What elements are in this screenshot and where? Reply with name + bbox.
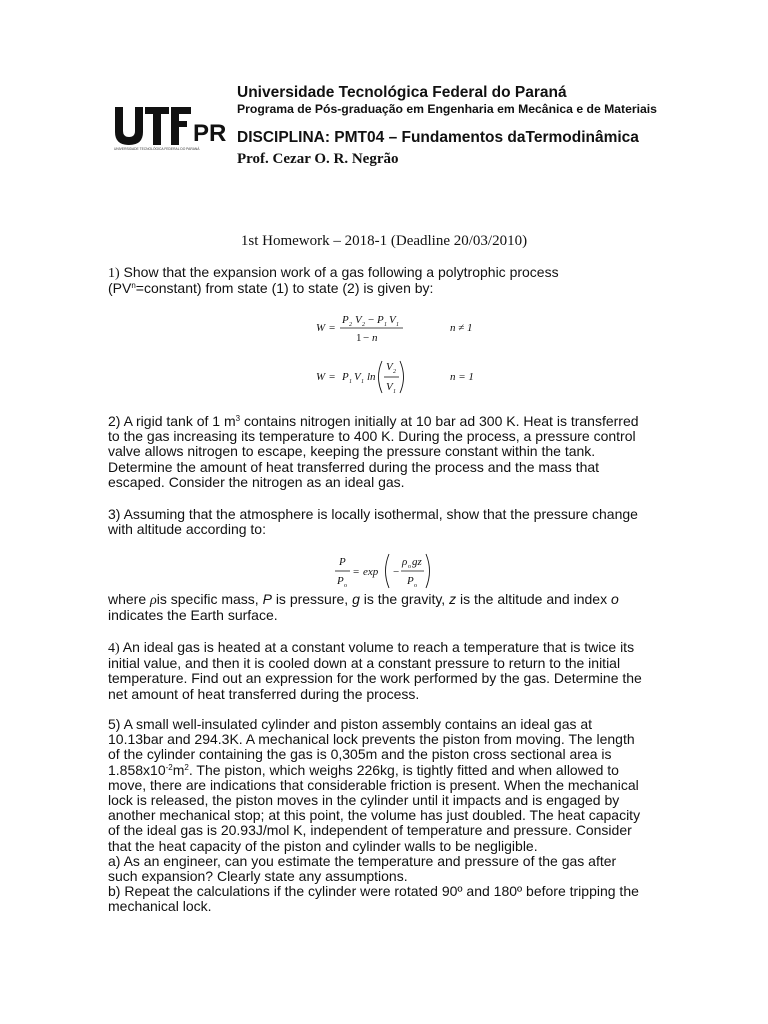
q2-line5: escaped. Consider the nitrogen as an ideal gas. — [108, 473, 405, 490]
q5-line6: lock is released, the piston moves in the cylinder until it impacts and is engaged by — [108, 792, 620, 809]
svg-text:2: 2 — [362, 322, 365, 328]
program-name: Programa de Pós-graduação em Engenharia em Mecânica e de Materiais — [237, 102, 657, 116]
q3-line4: indicates the Earth surface. — [108, 607, 278, 624]
svg-text:W: W — [316, 322, 326, 334]
q2-line1-post: contains nitrogen initially at 10 bar ad 300 K. Heat is transferred — [240, 413, 639, 429]
q1-exponent: n — [131, 281, 136, 291]
course-title: DISCIPLINA: PMT04 – Fundamentos daTermodinâmica — [237, 129, 639, 146]
svg-text:PR: PR — [193, 120, 227, 147]
q1-line1: Show that the expansion work of a gas following a polytrophic process — [119, 264, 559, 280]
svg-text:o: o — [414, 583, 417, 589]
q1-line2-post: =constant) from state (1) to state (2) is given by: — [135, 280, 434, 297]
svg-text:V: V — [389, 314, 396, 326]
q3-line1: 3) Assuming that the atmosphere is locally isothermal, show that the pressure change — [108, 506, 638, 522]
q5-line12: b) Repeat the calculations if the cylinder were rotated 90º and 180º before tripping the — [108, 883, 639, 900]
q1-number: 1) — [108, 266, 120, 281]
q3-o: o — [610, 591, 619, 607]
q5-line8: of the ideal gas is 20.93J/mol K, independent of temperature and pressure. Consider — [108, 822, 632, 839]
q3-z: z — [449, 591, 457, 607]
q5-line5: move, there are indications that considerable friction is present. When the mechanical — [108, 776, 639, 793]
svg-text:2: 2 — [393, 369, 396, 375]
q3-t1: is specific mass, — [156, 591, 259, 607]
question-4 — [108, 640, 663, 702]
q5-line4-c: . The piston, which weighs 226kg, is tightly fitted and when allowed to — [188, 761, 619, 778]
svg-text:exp: exp — [363, 566, 379, 578]
q2-line1-pre: 2) A rigid tank of 1 m — [108, 413, 236, 429]
equation-isothermal-work — [310, 356, 490, 396]
q5-line4-b: m — [172, 761, 185, 778]
q5-line1: 5) A small well-insulated cylinder and piston assembly contains an ideal gas at — [108, 716, 593, 732]
svg-text:P: P — [337, 575, 344, 587]
homework-title: 1st Homework – 2018-1 (Deadline 20/03/2010) — [240, 233, 528, 249]
q5-line11: such expansion? Clearly state any assumptions. — [108, 868, 408, 885]
q5-line7: another mechanical stop; at this point, the volume has just doubled. The heat capacity — [108, 807, 641, 824]
q1-condition-1: n ≠ 1 — [450, 322, 473, 334]
q3-t4: is the altitude and index — [459, 591, 608, 607]
svg-text:o: o — [344, 583, 347, 589]
svg-text:W: W — [316, 371, 326, 383]
q1-line2-pre: (PV — [108, 280, 132, 297]
q3-rho: ρ — [150, 593, 157, 608]
q2-line2: to the gas increasing its temperature to 400 K. During the process, a pressure control — [108, 428, 636, 445]
q4-number: 4) — [108, 641, 120, 656]
q3-t2: is pressure, — [275, 591, 349, 607]
svg-text:−: − — [368, 314, 375, 326]
svg-text:2: 2 — [349, 322, 352, 328]
university-name: Universidade Tecnológica Federal do Paraná — [237, 84, 567, 101]
q2-exponent: 3 — [235, 414, 241, 423]
svg-text:P: P — [407, 575, 414, 587]
svg-text:1: 1 — [356, 332, 362, 344]
q5-line4-a: 1.858x10 — [108, 761, 166, 778]
q2-line4: Determine the amount of heat transferred during the process and the mass that — [108, 458, 600, 475]
question-1 — [108, 265, 663, 296]
q5-exponent-2: 2 — [184, 762, 189, 772]
svg-text:P: P — [342, 371, 349, 383]
svg-text:ρ: ρ — [402, 556, 408, 568]
svg-text:=: = — [329, 322, 336, 334]
q5-line9: that the heat capacity of the piston and cylinder walls to be negligible. — [108, 837, 538, 854]
q3-p: P — [262, 591, 272, 607]
q5-exponent-1: -2 — [165, 762, 173, 772]
equation-polytropic-work — [310, 308, 490, 346]
question-3 — [108, 507, 663, 537]
q5-line13: mechanical lock. — [108, 898, 212, 915]
q4-line4: net amount of heat transferred during the process. — [108, 685, 420, 702]
question-3-definitions — [108, 592, 663, 623]
q2-line3: valve allows nitrogen to escape, keeping the pressure constant within the tank. — [108, 443, 596, 460]
q4-line2: initial value, and then it is cooled down at a constant pressure to return to the initial — [108, 655, 621, 672]
svg-text:o: o — [408, 564, 411, 570]
svg-text:V: V — [355, 314, 362, 326]
svg-text:−: − — [393, 566, 400, 578]
svg-text:1: 1 — [396, 322, 399, 328]
svg-text:1: 1 — [361, 379, 364, 385]
svg-text:1: 1 — [349, 379, 352, 385]
svg-text:P: P — [377, 314, 384, 326]
svg-text:P: P — [339, 556, 346, 568]
q1-condition-2: n = 1 — [450, 371, 474, 383]
q4-line3: temperature. Find out an expression for the work performed by the gas. Determine the — [108, 670, 642, 687]
q4-line1: An ideal gas is heated at a constant volume to reach a temperature that is twice its — [119, 639, 635, 655]
svg-text:=: = — [329, 371, 336, 383]
svg-text:1: 1 — [393, 389, 396, 395]
svg-text:V: V — [354, 371, 361, 383]
svg-text:gz: gz — [412, 556, 422, 568]
question-2 — [108, 414, 663, 490]
question-5 — [108, 717, 663, 915]
svg-text:UNIVERSIDADE TECNOLÓGICA FEDER: UNIVERSIDADE TECNOLÓGICA FEDERAL DO PARANÁ — [114, 147, 200, 151]
q3-t3: is the gravity, — [363, 591, 446, 607]
svg-text:=: = — [353, 566, 360, 578]
q5-line2: 10.13bar and 294.3K. A mechanical lock prevents the piston from moving. The length — [108, 731, 635, 748]
svg-text:n: n — [372, 332, 378, 344]
q5-line3: of the cylinder containing the gas is 0,305m and the piston cross sectional area is — [108, 746, 612, 763]
q3-line2: with altitude according to: — [108, 521, 266, 538]
q3-where: where — [108, 591, 147, 607]
q3-g: g — [352, 591, 360, 607]
equation-barometric — [330, 550, 440, 590]
svg-text:V: V — [386, 361, 393, 373]
professor-name: Prof. Cezar O. R. Negrão — [237, 151, 399, 167]
utfpr-logo — [113, 101, 233, 151]
svg-text:−: − — [363, 332, 370, 344]
svg-text:1: 1 — [384, 322, 387, 328]
svg-text:P: P — [342, 314, 349, 326]
svg-text:V: V — [386, 381, 393, 393]
q5-line10: a) As an engineer, can you estimate the temperature and pressure of the gas after — [108, 852, 617, 869]
svg-text:ln: ln — [367, 371, 376, 383]
